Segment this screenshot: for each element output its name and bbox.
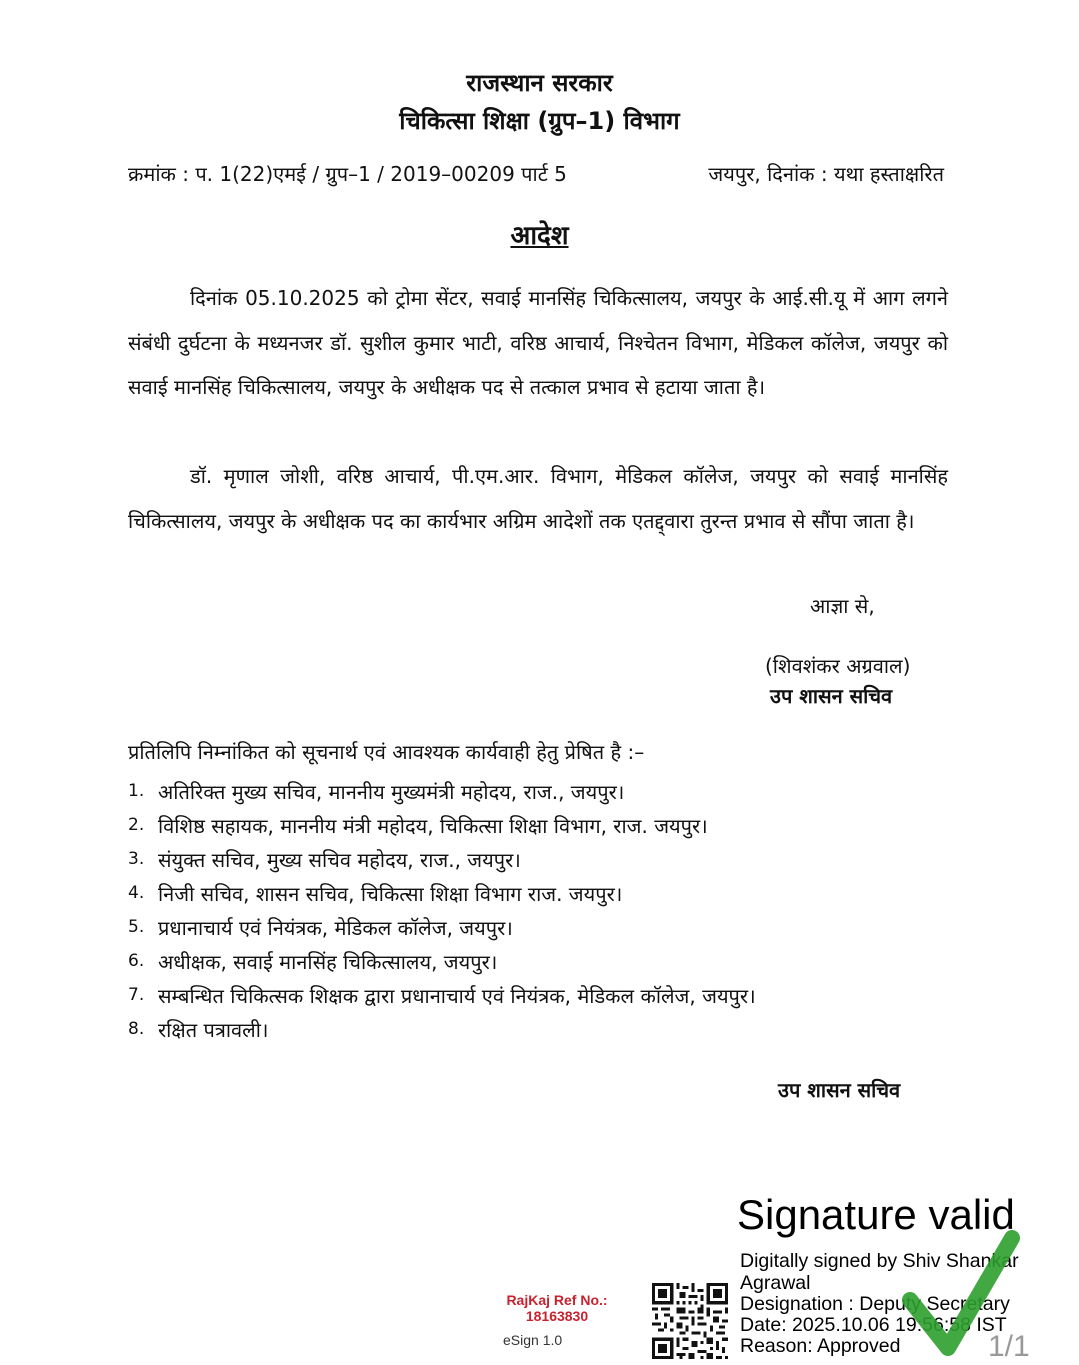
- place-date: जयपुर, दिनांक : यथा हस्ताक्षरित: [708, 162, 944, 186]
- esign-version: eSign 1.0: [503, 1332, 563, 1348]
- list-item-number: 8.: [128, 1019, 145, 1039]
- list-item-number: 5.: [128, 917, 145, 937]
- list-item-text: संयुक्त सचिव, मुख्य सचिव महोदय, राज., जयपुर।: [158, 847, 521, 872]
- rajkaj-number: 18163830: [525, 1308, 589, 1324]
- list-item: [128, 808, 928, 842]
- list-item-text: अतिरिक्त मुख्य सचिव, माननीय मुख्यमंत्री महोदय, राज., जयपुर।: [158, 779, 625, 804]
- list-item-text: निजी सचिव, शासन सचिव, चिकित्सा शिक्षा विभाग राज. जयपुर।: [158, 881, 623, 906]
- list-item-text: अधीक्षक, सवाई मानसिंह चिकित्सालय, जयपुर।: [158, 949, 498, 974]
- list-item: [128, 876, 928, 910]
- signer-designation: Designation : Deputy Secretary: [740, 1293, 1010, 1315]
- list-item-number: 3.: [128, 849, 145, 869]
- order-title: आदेश: [510, 221, 569, 251]
- list-item: [128, 978, 928, 1012]
- list-item-number: 1.: [128, 781, 145, 801]
- order-paragraph-1: दिनांक 05.10.2025 को ट्रोमा सेंटर, सवाई मानसिंह चिकित्सालय, जयपुर के आई.सी.यू में आग लगने संबंधी दुर्घटना के मध्यनजर डॉ. सुशील कुमार भाटी, वरिष्ठ आचार्य, निश्चेतन विभाग, मेडिकल कॉलेज, जयपुर को सवाई मानसिंह चिकित्सालय, जयपुर के अधीक्षक पद से तत्काल प्रभाव से हटाया जाता है।: [128, 286, 948, 399]
- rajkaj-reference: [494, 1292, 620, 1324]
- list-item: [128, 910, 928, 944]
- footer-designation: उप शासन सचिव: [778, 1078, 901, 1102]
- list-item-text: रक्षित पत्रावली।: [158, 1017, 269, 1042]
- list-item-number: 2.: [128, 815, 145, 835]
- signature-status: Signature valid: [737, 1191, 1015, 1238]
- government-heading: राजस्थान सरकार: [466, 69, 613, 97]
- list-item-number: 4.: [128, 883, 145, 903]
- qr-code-icon: [652, 1283, 728, 1359]
- signed-by-line-2: Agrawal: [740, 1272, 811, 1294]
- list-item-text: सम्बन्धित चिकित्सक शिक्षक द्वारा प्रधानाचार्य एवं नियंत्रक, मेडिकल कॉलेज, जयपुर।: [158, 983, 756, 1008]
- signed-by-line-1: Digitally signed by Shiv Shankar: [740, 1250, 1019, 1272]
- list-item: [128, 1012, 928, 1046]
- list-item: [128, 944, 928, 978]
- reference-number: क्रमांक : प. 1(22)एमई / ग्रुप–1 / 2019–00209 पार्ट 5: [128, 162, 567, 186]
- signatory-name: (शिवशंकर अग्रवाल): [765, 654, 911, 678]
- list-item-number: 6.: [128, 951, 145, 971]
- list-item: [128, 774, 928, 808]
- page-indicator: 1/1: [988, 1330, 1030, 1363]
- copy-intro: प्रतिलिपि निम्नांकित को सूचनार्थ एवं आवश्यक कार्यवाही हेतु प्रेषित है :–: [128, 740, 645, 764]
- signatory-designation: उप शासन सचिव: [770, 684, 893, 708]
- copy-list: [128, 774, 928, 1046]
- reference-line: [128, 160, 944, 187]
- department-heading: चिकित्सा शिक्षा (ग्रुप–1) विभाग: [399, 107, 680, 135]
- by-order-text: आज्ञा से,: [810, 594, 875, 618]
- list-item: [128, 842, 928, 876]
- signature-date: Date: 2025.10.06 19:56:58 IST: [740, 1314, 1007, 1336]
- list-item-text: प्रधानाचार्य एवं नियंत्रक, मेडिकल कॉलेज, जयपुर।: [158, 915, 513, 940]
- list-item-text: विशिष्ठ सहायक, माननीय मंत्री महोदय, चिकित्सा शिक्षा विभाग, राज. जयपुर।: [158, 813, 708, 838]
- order-paragraph-2: डॉ. मृणाल जोशी, वरिष्ठ आचार्य, पी.एम.आर. विभाग, मेडिकल कॉलेज, जयपुर को सवाई मानसिंह चिकित्सालय, जयपुर के अधीक्षक पद का कार्यभार अग्रिम आदेशों तक एतद्द्वारा तुरन्त प्रभाव से सौंपा जाता है।: [128, 464, 948, 533]
- rajkaj-label: RajKaj Ref No.:: [506, 1292, 608, 1308]
- signature-reason: Reason: Approved: [740, 1335, 901, 1357]
- list-item-number: 7.: [128, 985, 145, 1005]
